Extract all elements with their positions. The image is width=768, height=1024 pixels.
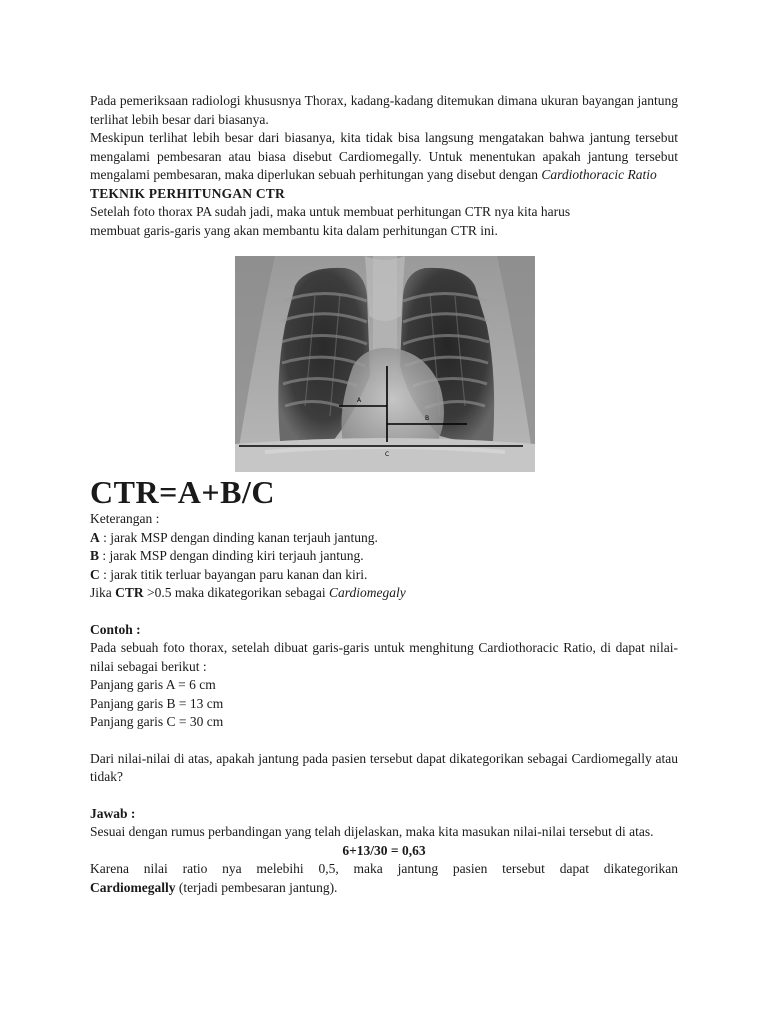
example-value-b: Panjang garis B = 13 cm: [90, 695, 224, 711]
legend-b-key: B: [90, 548, 100, 563]
section-line-2: membuat garis-garis yang akan membantu kita dalam perhitungan CTR ini.: [90, 222, 498, 238]
answer-conclusion-line-2: [90, 879, 678, 898]
example-heading: Contoh :: [90, 621, 141, 637]
intro-paragraph-1: Pada pemeriksaan radiologi khususnya Thorax, kadang-kadang ditemukan dimana ukuran bayangan jantung terlihat lebih besar dari biasanya.: [90, 93, 678, 127]
answer-heading: Jawab :: [90, 805, 136, 821]
intro-paragraph-2: [90, 129, 678, 185]
example-question: Dari nilai-nilai di atas, apakah jantung pada pasien tersebut dapat dikategorikan sebagai Cardiomegally atau tidak?: [90, 750, 678, 784]
legend-a-text: : jarak MSP dengan dinding kanan terjauh jantung.: [99, 529, 378, 545]
legend-item-c: [90, 566, 678, 585]
spacer: [90, 732, 678, 750]
legend-item-b: [90, 547, 678, 566]
answer-intro: Sesuai dengan rumus perbandingan yang telah dijelaskan, maka kita masukan nilai-nilai tersebut di atas.: [90, 824, 654, 839]
example-value-c: Panjang garis C = 30 cm: [90, 714, 224, 729]
legend-b-text: : jarak MSP dengan dinding kiri terjauh jantung.: [99, 548, 364, 563]
line-c-label: C: [385, 451, 390, 458]
intro-paragraph-2-text: Meskipun terlihat lebih besar dari biasanya, kita tidak bisa langsung mengatakan bahwa jantung tersebut mengalami pembesaran atau biasa disebut Cardiomegally. Untuk menentukan apakah jantung tersebut mengalami pembesaran, maka diperlukan sebuah perhitungan yang disebut dengan: [90, 130, 678, 182]
example-intro: Pada sebuah foto thorax, setelah dibuat garis-garis untuk menghitung Cardiothoracic Ratio, di dapat nilai-nilai sebagai berikut :: [90, 640, 678, 674]
example-value-a: Panjang garis A = 6 cm: [90, 677, 216, 692]
legend-c-key: C: [90, 566, 100, 582]
answer-conclusion-line-1: Karena nilai ratio nya melebihi 0,5, maka jantung pasien tersebut dapat dikategorikan: [90, 861, 678, 876]
legend-a-key: A: [90, 529, 100, 545]
line-a-label: A: [357, 397, 362, 404]
spacer: [90, 603, 678, 621]
chest-xray-figure: [235, 256, 535, 472]
line-b-label: B: [425, 415, 430, 422]
legend-title: Keterangan :: [90, 511, 160, 526]
ctr-rule: [90, 584, 678, 603]
chest-xray-image: [235, 256, 535, 472]
section-heading: TEKNIK PERHITUNGAN CTR: [90, 185, 285, 201]
cardiomegally-term: Cardiomegally: [90, 879, 176, 895]
ctr-rule-pre: Jika: [90, 585, 116, 600]
spacer: [90, 787, 678, 805]
ctr-rule-key: CTR: [115, 585, 144, 600]
ctr-formula: CTR=A+B/C: [90, 474, 275, 510]
legend-c-text: : jarak titik terluar bayangan paru kanan dan kiri.: [99, 566, 368, 582]
ctr-rule-term: Cardiomegaly: [328, 585, 406, 600]
legend-item-a: [90, 529, 678, 548]
ctr-rule-mid: >0.5 maka dikategorikan sebagai: [143, 585, 329, 600]
answer-calculation: 6+13/30 = 0,63: [342, 842, 426, 858]
document-page: [90, 92, 678, 897]
cardiothoracic-ratio-term: Cardiothoracic Ratio: [541, 167, 657, 182]
section-line-1: Setelah foto thorax PA sudah jadi, maka untuk membuat perhitungan CTR nya kita harus: [90, 204, 571, 219]
answer-conclusion-post: (terjadi pembesaran jantung).: [175, 879, 338, 895]
